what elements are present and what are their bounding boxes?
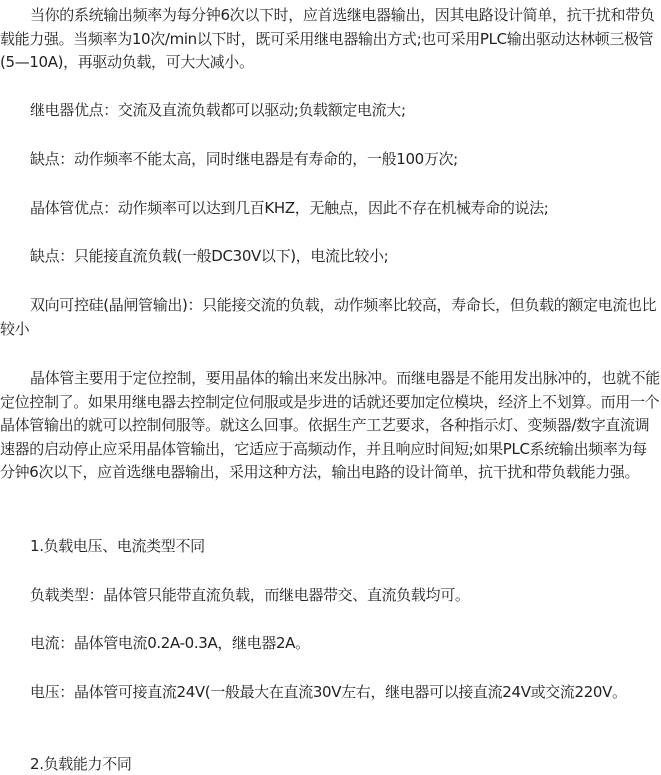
paragraph-relay-advantages: 继电器优点：交流及直流负载都可以驱动;负载额定电流大; bbox=[30, 101, 406, 119]
paragraph-triac-output: 双向可控硅(晶闸管输出)：只能接交流的负载，动作频率比较高，寿命长，但负载的额定电流也比较小 bbox=[0, 296, 657, 338]
paragraph-transistor-advantages: 晶体管优点：动作频率可以达到几百KHZ，无触点，因此不存在机械寿命的说法; bbox=[30, 199, 549, 217]
paragraph-current: 电流：晶体管电流0.2A-0.3A，继电器2A。 bbox=[30, 634, 310, 652]
paragraph-transistor-disadvantages: 缺点：只能接直流负载(一般DC30V以下)，电流比较小; bbox=[30, 247, 389, 265]
paragraph-load-type: 负载类型：晶体管只能带直流负载，而继电器带交、直流负载均可。 bbox=[30, 586, 470, 604]
paragraph-relay-disadvantages: 缺点：动作频率不能太高，同时继电器是有寿命的，一般100万次; bbox=[30, 150, 458, 168]
paragraph-transistor-positioning: 晶体管主要用于定位控制，要用晶体的输出来发出脉冲。而继电器是不能用发出脉冲的，也就不能定位控制了。如果用继电器去控制定位伺服或是步进的话就还要加定位模块，经济上不划算。而用一个晶体管输出的就可以控制伺服等。就这么回事。依据生产工艺要求，各种指示灯、变频器/数字直流调速器的启动停止应采用晶体管输出，它适应于高频动作，并且响应时间短;如果PLC系统输出频率为每分钟6次以下，应首选继电器输出，采用这种方法，输出电路的设计简单，抗干扰和带负载能力强。 bbox=[0, 369, 660, 481]
paragraph-output-selection: 当你的系统输出频率为每分钟6次以下时，应首选继电器输出，因其电路设计简单，抗干扰和带负载能力强。当频率为10次/min以下时，既可采用继电器输出方式;也可采用PLC输出驱动达林顿三极管(5—10A)，再驱动负载，可大大减小。 bbox=[0, 6, 655, 71]
section-heading-load-capacity: 2.负载能力不同 bbox=[30, 755, 132, 773]
section-heading-load-type: 1.负载电压、电流类型不同 bbox=[30, 537, 205, 555]
paragraph-voltage: 电压：晶体管可接直流24V(一般最大在直流30V左右，继电器可以接直流24V或交流220V。 bbox=[30, 683, 627, 701]
